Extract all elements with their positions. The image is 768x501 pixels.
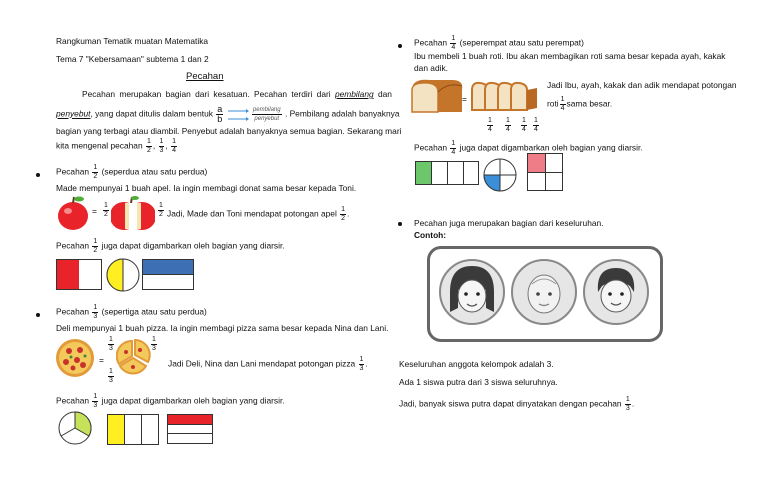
pizza-slices-image: [116, 338, 154, 376]
bullet: [36, 313, 40, 317]
student-bald-image: [510, 252, 578, 332]
quarter-label-4: $\frac{1}{4}$: [534, 117, 538, 133]
half-label-1: $\frac{1}{2}$: [104, 202, 108, 218]
bread-whole-image: [408, 76, 464, 114]
whole-line-3: Jadi, banyak siswa putra dapat dinyatakan dengan pecahan $\frac{1}{3}$ .: [399, 396, 635, 412]
equals-sign: =: [92, 206, 97, 216]
half-result: Jadi, Made dan Toni mendapat potongan apel $\frac{1}{2}$ .: [167, 206, 350, 222]
quarter-rect-shaded: [415, 161, 479, 185]
intro-line-1: Pecahan merupakan bagian dari kesatuan. Pecahan terdiri dari pembilang dan: [82, 89, 392, 99]
quarter-label-3: $\frac{1}{4}$: [522, 117, 526, 133]
third-label-1: $\frac{1}{3}$: [109, 336, 113, 352]
document-header-2: Tema 7 "Kebersamaan" subtema 1 dan 2: [56, 54, 209, 64]
whole-heading: Pecahan juga merupakan bagian dari keseluruhan.: [414, 218, 604, 228]
bullet: [36, 173, 40, 177]
half-rect-horizontal-shaded: [142, 259, 194, 290]
third-story: Deli mempunyai 1 buah pizza. Ia ingin membagi pizza sama besar kepada Nina dan Lani.: [56, 323, 389, 333]
student-boy-image: [582, 252, 650, 332]
quarter-result-1: Jadi Ibu, ayah, kakak dan adik mendapat potongan: [547, 80, 737, 90]
third-shade-text: Pecahan $\frac{1}{3}$ juga dapat digambarkan oleh bagian yang diarsir.: [56, 393, 285, 409]
quarter-shade-text: Pecahan $\frac{1}{4}$ juga dapat digambarkan oleh bagian yang diarsir.: [414, 140, 643, 156]
half-shade-text: Pecahan $\frac{1}{2}$ juga dapat digambarkan oleh bagian yang diarsir.: [56, 238, 285, 254]
document-header-1: Rangkuman Tematik muatan Matematika: [56, 36, 209, 46]
third-label-3: $\frac{1}{3}$: [109, 368, 113, 384]
quarter-label-2: $\frac{1}{4}$: [506, 117, 510, 133]
equals-sign: =: [462, 94, 467, 104]
third-result: Jadi Deli, Nina dan Lani mendapat potongan pizza $\frac{1}{3}$ .: [168, 356, 368, 372]
quarter-result-2: roti $\frac{1}{4}$ sama besar.: [547, 96, 613, 112]
third-heading: Pecahan $\frac{1}{3}$ (sepertiga atau satu perdua): [56, 304, 207, 320]
bullet: [398, 44, 402, 48]
bread-slices-image: [470, 80, 542, 112]
student-girl-image: [438, 252, 506, 332]
third-circle-shaded: [57, 410, 93, 446]
half-story: Made mempunyai 1 buah apel. Ia ingin membagi donat sama besar kepada Toni.: [56, 183, 357, 193]
quarter-circle-shaded: [482, 157, 518, 193]
equals-sign: =: [99, 355, 104, 365]
arrows-icon: [227, 106, 249, 124]
third-label-2: $\frac{1}{3}$: [152, 336, 156, 352]
half-circle-shaded: [105, 257, 141, 293]
whole-contoh: Contoh:: [414, 230, 447, 240]
whole-line-1: Keseluruhan anggota kelompok adalah 3.: [399, 359, 554, 369]
quarter-story-2: dan adik.: [414, 63, 448, 73]
apple-halves-image: [111, 195, 155, 231]
half-label-2: $\frac{1}{2}$: [159, 202, 163, 218]
half-rect-shaded: [56, 259, 102, 290]
quarter-story-1: Ibu membeli 1 buah roti. Ibu akan membagikan roti sama besar kepada ayah, kakak: [414, 51, 726, 61]
quarter-label-1: $\frac{1}{4}$: [488, 117, 492, 133]
intro-line-4: bagian yang terbagi atau diambil. Penyebut adalah banyaknya semua bagian. Sekarang mari: [56, 126, 402, 136]
bullet: [398, 222, 402, 226]
page-title: Pecahan: [186, 71, 224, 82]
third-rect-shaded: [107, 414, 159, 445]
quarter-heading: Pecahan $\frac{1}{4}$ (seperempat atau satu perempat): [414, 35, 584, 51]
intro-line-2: penyebut, yang dapat ditulis dalam bentuk $\frac{a}{b}$ $\frac{\text{pembilang}}{\text{penyebut}}$ . Pembilang adalah banyaknya: [56, 104, 400, 124]
quarter-square-shaded: [527, 153, 563, 191]
pizza-whole-image: [55, 338, 95, 378]
intro-line-5: kita mengenal pecahan $\frac{1}{2}$ , $\frac{1}{3}$ , $\frac{1}{4}$: [56, 138, 176, 154]
half-heading: Pecahan $\frac{1}{2}$ (seperdua atau satu perdua): [56, 164, 208, 180]
whole-line-2: Ada 1 siswa putra dari 3 siswa seluruhnya.: [399, 377, 558, 387]
apple-whole-image: [57, 195, 89, 231]
third-rect-horizontal-shaded: [167, 414, 213, 444]
